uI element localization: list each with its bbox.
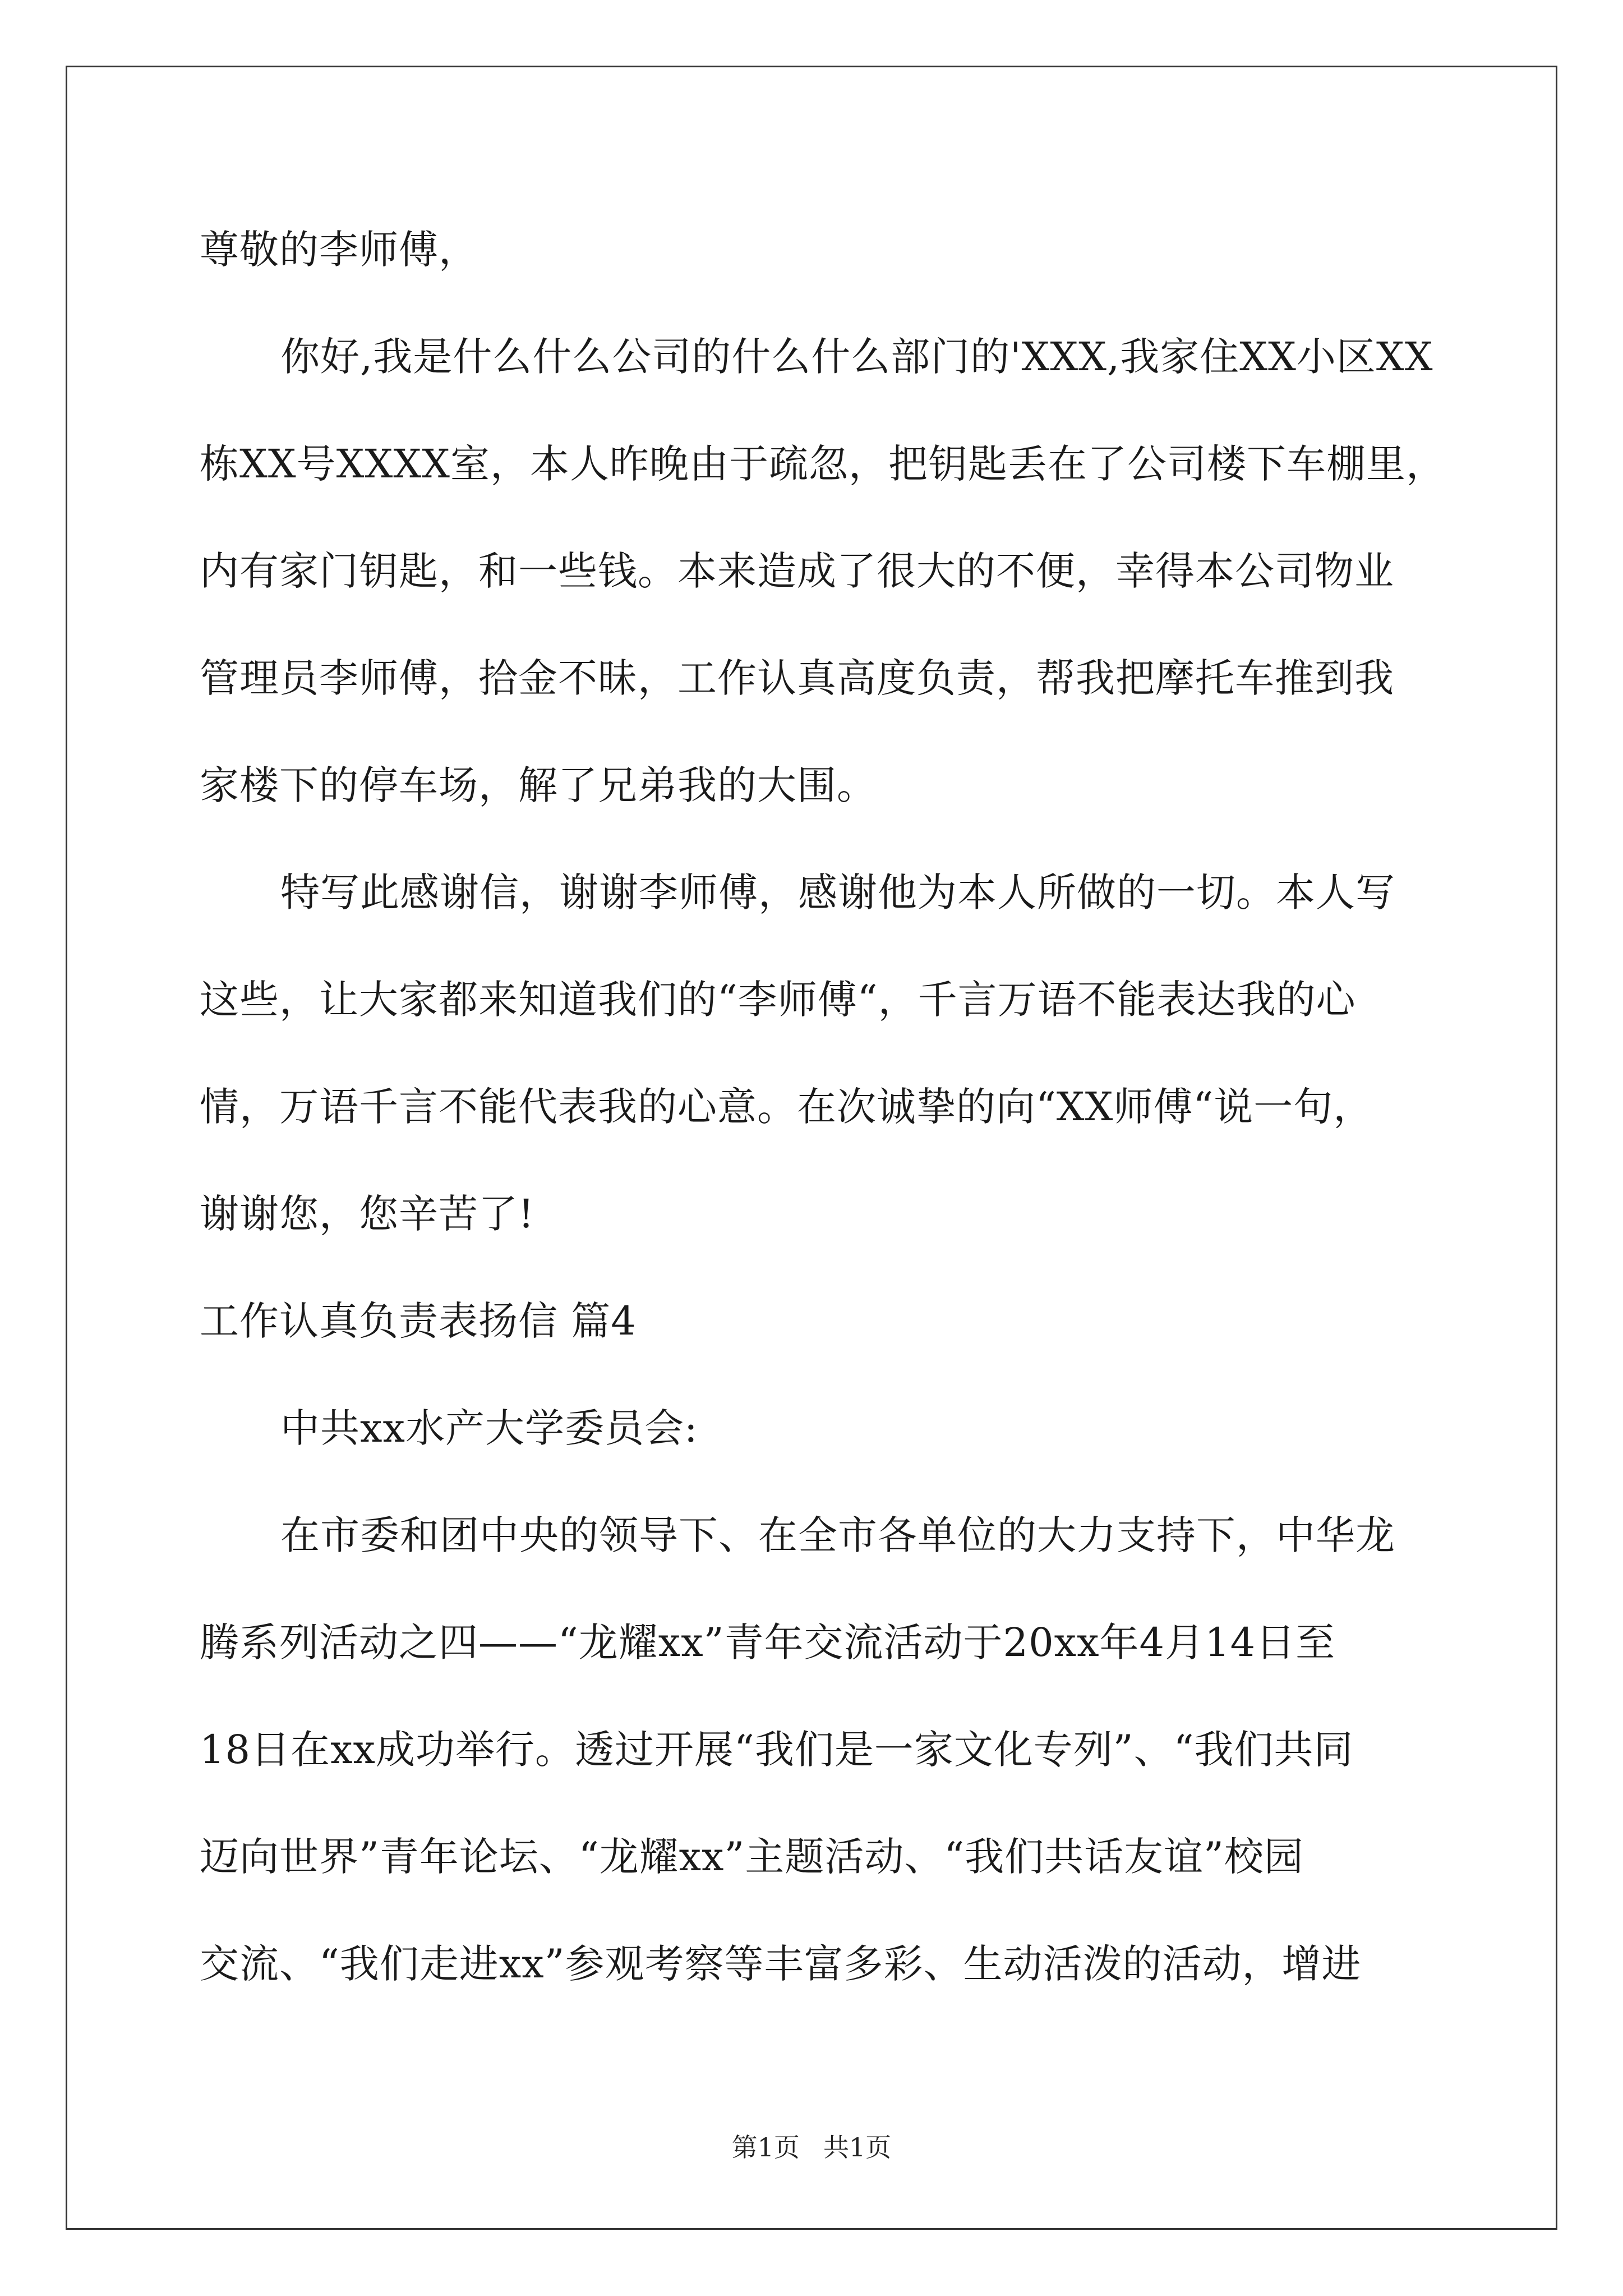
paragraph-line: 管理员李师傅，拾金不昧，工作认真高度负责，帮我把摩托车推到我 [200, 655, 1394, 701]
document-body [200, 196, 1473, 2018]
recipient-line: 中共xx水产大学委员会: [280, 1405, 698, 1451]
page-number: 第1页 [731, 2132, 800, 2162]
paragraph-line: 18日在xx成功举行。透过开展“我们是一家文化专列”、“我们共同 [200, 1727, 1354, 1773]
page-total: 共1页 [823, 2132, 892, 2162]
paragraph-line: 内有家门钥匙，和一些钱。本来造成了很大的不便，幸得本公司物业 [200, 548, 1394, 594]
paragraph-line: 栋XX号XXXX室，本人昨晚由于疏忽，把钥匙丢在了公司楼下车棚里， [200, 441, 1446, 487]
paragraph-line: 谢谢您，您辛苦了! [200, 1191, 535, 1237]
paragraph-line: 交流、“我们走进xx”参观考察等丰富多彩、生动活泼的活动，增进 [200, 1941, 1362, 1987]
paragraph-line: 情，万语千言不能代表我的心意。在次诚挚的向“XX师傅“说一句， [200, 1084, 1373, 1130]
paragraph-line: 这些，让大家都来知道我们的“李师傅“，千言万语不能表达我的心 [200, 977, 1356, 1023]
paragraph-line: 你好,我是什么什么公司的什么什么部门的'XXX,我家住XX小区XX [280, 334, 1433, 380]
paragraph-line: 家楼下的停车场，解了兄弟我的大围。 [200, 762, 877, 808]
paragraph-line: 迈向世界”青年论坛、“龙耀xx”主题活动、“我们共话友谊”校园 [200, 1834, 1304, 1880]
paragraph-line: 在市委和团中央的领导下、在全市各单位的大力支持下，中华龙 [280, 1512, 1395, 1558]
page-footer [0, 2131, 1623, 2164]
paragraph-line: 腾系列活动之四——“龙耀xx”青年交流活动于20xx年4月14日至 [200, 1619, 1336, 1665]
salutation-line: 尊敬的李师傅， [200, 227, 478, 273]
paragraph-line: 特写此感谢信，谢谢李师傅，感谢他为本人所做的一切。本人写 [280, 869, 1395, 915]
section-heading: 工作认真负责表扬信 篇4 [200, 1298, 637, 1344]
